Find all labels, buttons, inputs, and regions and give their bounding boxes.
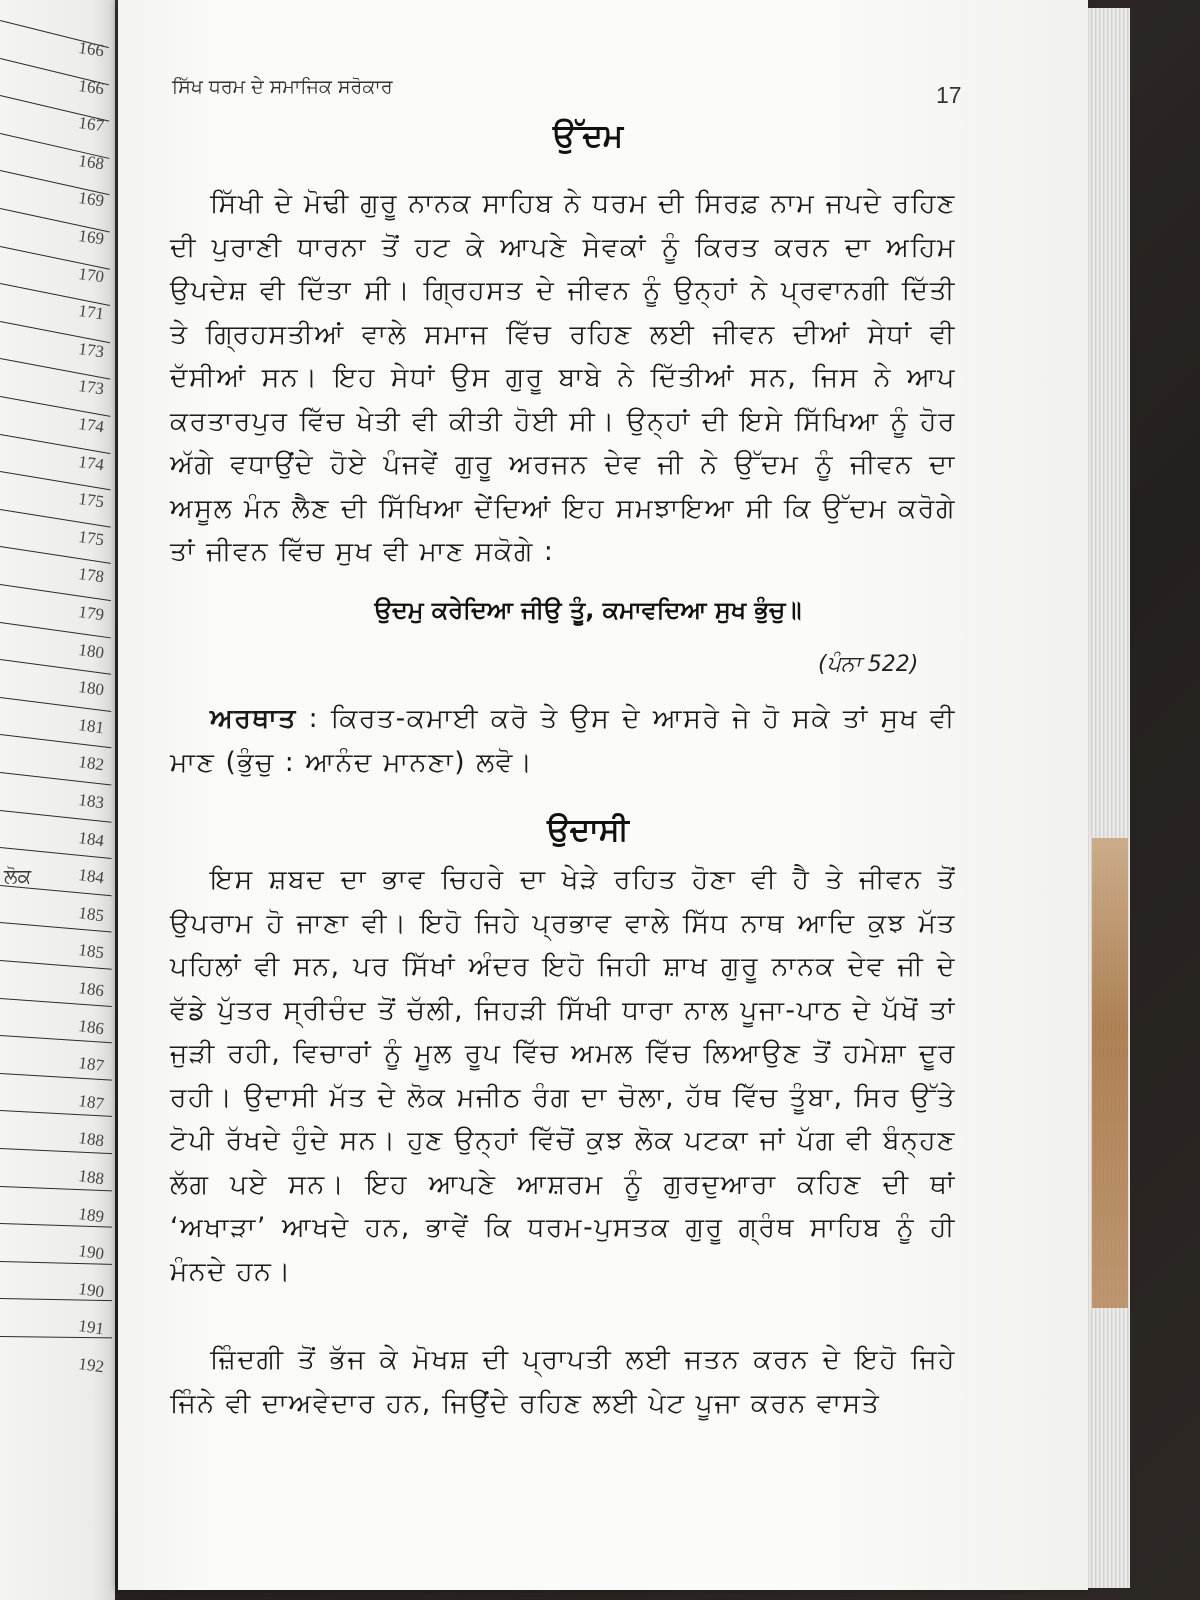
left-page-number: 190: [77, 1278, 106, 1302]
left-page-number: 166: [77, 38, 106, 61]
left-page-number: 187: [77, 1090, 106, 1114]
left-page-number: 175: [77, 489, 106, 512]
left-page-number: 191: [77, 1316, 106, 1339]
running-head: ਸਿੱਖ ਧਰਮ ਦੇ ਸਮਾਜਿਕ ਸਰੋਕਾਰ: [172, 76, 393, 98]
left-page-number: 173: [77, 376, 106, 399]
left-page-number: 180: [77, 677, 106, 700]
page-stack-edge: [1084, 8, 1130, 1588]
left-page-rule: [0, 1298, 112, 1302]
left-page-number: 186: [77, 978, 106, 1001]
page-edge-stain: [1092, 838, 1128, 1308]
left-page-number: 183: [77, 790, 106, 813]
left-page-number: 184: [77, 827, 106, 850]
left-page-number: 174: [77, 414, 106, 437]
left-page-number: 185: [77, 902, 106, 926]
left-page-number: 171: [77, 301, 106, 324]
section-heading-udam: ਉੱਦਮ: [552, 118, 624, 154]
left-page-number: 169: [77, 188, 106, 211]
paragraph-udasi-2: ਜ਼ਿੰਦਗੀ ਤੋਂ ਭੱਜ ਕੇ ਮੋਖਸ਼ ਦੀ ਪ੍ਰਾਪਤੀ ਲਈ ਜਤਨ ਕਰਨ ਦੇ ਇਹੋ ਜਿਹੇ ਜਿੰਨੇ ਵੀ ਦਾਅਵੇਦਾਰ ਹਨ, ਜਿਉਂਦੇ ਰਹਿਣ ਲਈ ਪੇਟ ਪੂਜਾ ਕਰਨ ਵਾਸਤੇ: [170, 1344, 956, 1419]
left-page-number: 185: [77, 940, 106, 963]
left-page-number: 173: [77, 338, 106, 362]
left-page-rule: [0, 584, 111, 602]
left-page-rule: [0, 1336, 112, 1339]
left-page-number: 192: [77, 1354, 106, 1377]
left-page-number: 181: [77, 714, 106, 738]
left-facing-page: [0, 0, 115, 1600]
left-page-number: 188: [77, 1128, 106, 1151]
page-number: 17: [936, 82, 962, 108]
book-page: [118, 0, 1088, 1590]
left-page-number: 187: [77, 1053, 106, 1076]
left-page-number: 175: [77, 526, 106, 550]
meaning-paragraph: [170, 697, 956, 784]
left-page-number: 169: [77, 226, 106, 249]
quote-citation: (ਪੰਨਾ 522): [818, 652, 919, 677]
left-page-rule: [0, 396, 110, 418]
left-page-word: ਲੋਕ: [4, 864, 32, 888]
left-page-number: 170: [77, 263, 106, 286]
left-page-number: 167: [77, 113, 106, 136]
meaning-text: : ਕਿਰਤ-ਕਮਾਈ ਕਰੋ ਤੇ ਉਸ ਦੇ ਆਸਰੇ ਜੇ ਹੋ ਸਕੇ ਤਾਂ ਸੁਖ ਵੀ ਮਾਣ (ਭੁੰਚੁ : ਆਨੰਦ ਮਾਨਣਾ) ਲਵੋ।: [170, 703, 957, 778]
left-page-number: 182: [77, 752, 106, 775]
section-heading-udasi: ਉਦਾਸੀ: [547, 812, 629, 848]
left-page-number: 178: [77, 564, 106, 587]
meaning-label: ਅਰਥਾਤ: [210, 703, 297, 734]
left-page-number: 180: [77, 639, 106, 662]
left-page-number: 166: [77, 75, 106, 98]
left-page-number: 168: [77, 150, 106, 174]
paragraph-udam: ਸਿੱਖੀ ਦੇ ਮੋਢੀ ਗੁਰੂ ਨਾਨਕ ਸਾਹਿਬ ਨੇ ਧਰਮ ਦੀ ਸਿਰਫ਼ ਨਾਮ ਜਪਦੇ ਰਹਿਣ ਦੀ ਪੁਰਾਣੀ ਧਾਰਨਾ ਤੋਂ ਹਟ ਕੇ ਆਪਣੇ ਸੇਵਕਾਂ ਨੂੰ ਕਿਰਤ ਕਰਨ ਦਾ ਅਹਿਮ ਉਪਦੇਸ਼ ਵੀ ਦਿੱਤਾ ਸੀ। ਗ੍ਰਿਹਸਤ ਦੇ ਜੀਵਨ ਨੂੰ ਉਨ੍ਹਾਂ ਨੇ ਪ੍ਰਵਾਨਗੀ ਦਿੱਤੀ ਤੇ ਗ੍ਰਿਹਸਤੀਆਂ ਵਾਲੇ ਸਮਾਜ ਵਿੱਚ ਰਹਿਣ ਲਈ ਜੀਵਨ ਦੀਆਂ ਸੇਧਾਂ ਵੀ ਦੱਸੀਆਂ ਸਨ। ਇਹ ਸੇਧਾਂ ਉਸ ਗੁਰੂ ਬਾਬੇ ਨੇ ਦਿੱਤੀਆਂ ਸਨ, ਜਿਸ ਨੇ ਆਪ ਕਰਤਾਰਪੁਰ ਵਿੱਚ ਖੇਤੀ ਵੀ ਕੀਤੀ ਹੋਈ ਸੀ। ਉਨ੍ਹਾਂ ਦੀ ਇਸੇ ਸਿੱਖਿਆ ਨੂੰ ਹੋਰ ਅੱਗੇ ਵਧਾਉਂਦੇ ਹੋਏ ਪੰਜਵੇਂ ਗੁਰੂ ਅਰਜਨ ਦੇਵ ਜੀ ਨੇ ਉੱਦਮ ਨੂੰ ਜੀਵਨ ਦਾ ਅਸੂਲ ਮੰਨ ਲੈਣ ਦੀ ਸਿੱਖਿਆ ਦੇਂਦਿਆਂ ਇਹ ਸਮਝਾਇਆ ਸੀ ਕਿ ਉੱਦਮ ਕਰੋਗੇ ਤਾਂ ਜੀਵਨ ਵਿੱਚ ਸੁਖ ਵੀ ਮਾਣ ਸਕੋਗੇ :: [170, 188, 956, 567]
scripture-quote: ਉਦਮੁ ਕਰੇਦਿਆ ਜੀਉ ਤੂੰ, ਕਮਾਵਦਿਆ ਸੁਖ ਭੁੰਚੁ॥: [374, 596, 802, 624]
left-page-number: 179: [77, 602, 106, 625]
paragraph-udasi-1: ਇਸ ਸ਼ਬਦ ਦਾ ਭਾਵ ਚਿਹਰੇ ਦਾ ਖੇੜੇ ਰਹਿਤ ਹੋਣਾ ਵੀ ਹੈ ਤੇ ਜੀਵਨ ਤੋਂ ਉਪਰਾਮ ਹੋ ਜਾਣਾ ਵੀ। ਇਹੋ ਜਿਹੇ ਪ੍ਰਭਾਵ ਵਾਲੇ ਸਿੱਧ ਨਾਥ ਆਦਿ ਕੁਝ ਮੱਤ ਪਹਿਲਾਂ ਵੀ ਸਨ, ਪਰ ਸਿੱਖਾਂ ਅੰਦਰ ਇਹੋ ਜਿਹੀ ਸ਼ਾਖ ਗੁਰੂ ਨਾਨਕ ਦੇਵ ਜੀ ਦੇ ਵੱਡੇ ਪੁੱਤਰ ਸ੍ਰੀਚੰਦ ਤੋਂ ਚੱਲੀ, ਜਿਹੜੀ ਸਿੱਖੀ ਧਾਰਾ ਨਾਲ ਪੂਜਾ-ਪਾਠ ਦੇ ਪੱਖੋਂ ਤਾਂ ਜੁੜੀ ਰਹੀ, ਵਿਚਾਰਾਂ ਨੂੰ ਮੂਲ ਰੂਪ ਵਿੱਚ ਅਮਲ ਵਿੱਚ ਲਿਆਉਣ ਤੋਂ ਹਮੇਸ਼ਾ ਦੂਰ ਰਹੀ। ਉਦਾਸੀ ਮੱਤ ਦੇ ਲੋਕ ਮਜੀਠ ਰੰਗ ਦਾ ਚੋਲਾ, ਹੱਥ ਵਿੱਚ ਤੂੰਬਾ, ਸਿਰ ਉੱਤੇ ਟੋਪੀ ਰੱਖਦੇ ਹੁੰਦੇ ਸਨ। ਹੁਣ ਉਨ੍ਹਾਂ ਵਿੱਚੋਂ ਕੁਝ ਲੋਕ ਪਟਕਾ ਜਾਂ ਪੱਗ ਵੀ ਬੰਨ੍ਹਣ ਲੱਗ ਪਏ ਸਨ। ਇਹ ਆਪਣੇ ਆਸ਼ਰਮ ਨੂੰ ਗੁਰਦੁਆਰਾ ਕਹਿਣ ਦੀ ਥਾਂ ‘ਅਖਾੜਾ’ ਆਖਦੇ ਹਨ, ਭਾਵੇਂ ਕਿ ਧਰਮ-ਪੁਸਤਕ ਗੁਰੂ ਗ੍ਰੰਥ ਸਾਹਿਬ ਨੂੰ ਹੀ ਮੰਨਦੇ ਹਨ।: [170, 864, 956, 1287]
left-page-number: 184: [77, 865, 106, 888]
left-page-number: 186: [77, 1015, 106, 1038]
left-page-number: 189: [77, 1203, 106, 1226]
left-page-number: 190: [77, 1241, 106, 1264]
left-page-number: 188: [77, 1166, 106, 1189]
left-page-number: 174: [77, 451, 106, 474]
left-page-rule: [0, 434, 111, 455]
left-page-rule: [0, 509, 111, 529]
